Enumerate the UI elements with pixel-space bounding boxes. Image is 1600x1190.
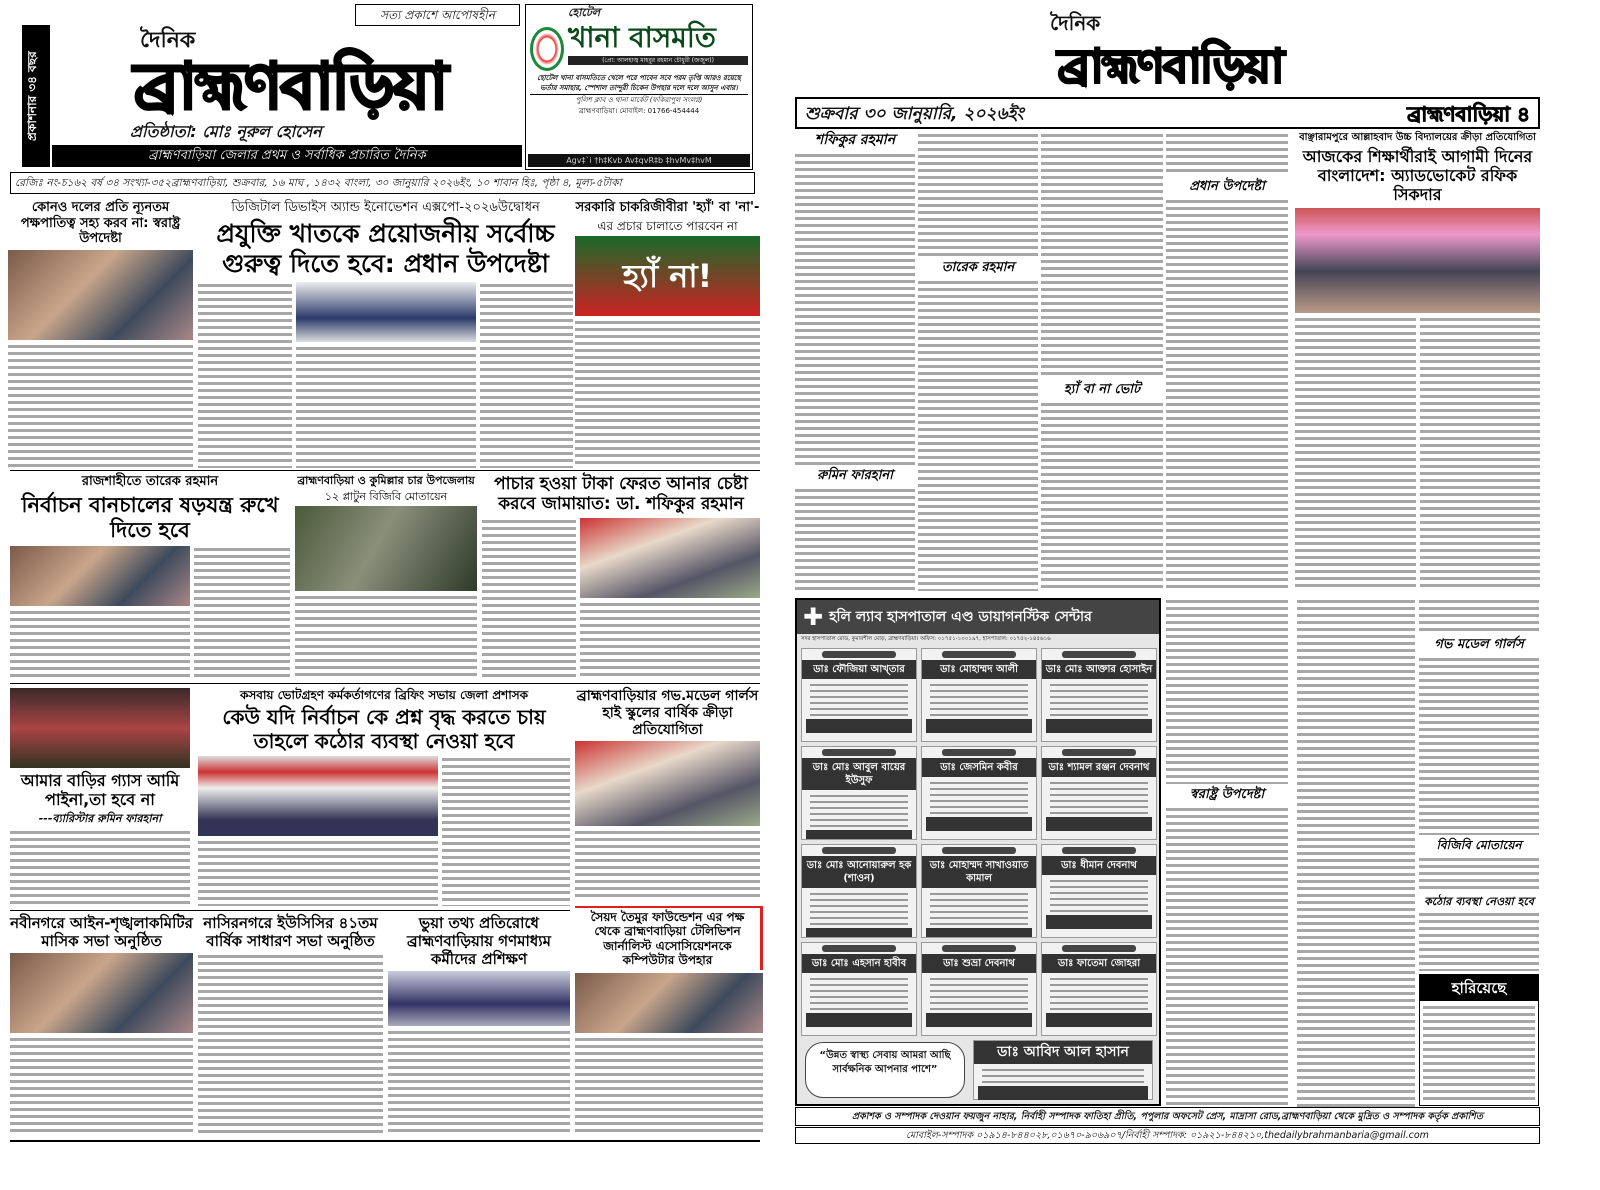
doctor-card xyxy=(921,942,1037,1036)
hotel-ad xyxy=(525,4,753,170)
doctor-grid xyxy=(801,648,1157,1036)
article-body xyxy=(1166,132,1288,176)
article-body xyxy=(198,953,383,1136)
headline-jamaat: পাচার হওয়া টাকা ফেরত আনার চেষ্টা করবে জামায়াত: ডা. শফিকুর রহমান xyxy=(494,474,748,515)
doctor-name: ডাঃ মোঃ আক্তার হোসাইন xyxy=(1042,660,1156,679)
hotel-name: খানা বাসমতি xyxy=(568,21,716,54)
lost-notice xyxy=(1419,974,1539,1106)
hotel-label: হোটেল xyxy=(568,6,601,19)
article-body xyxy=(1419,598,1539,634)
subhead-chief-adviser: প্রধান উপদেষ্টা xyxy=(1189,179,1265,194)
story-kasba xyxy=(198,688,570,906)
article-body xyxy=(1041,132,1163,379)
issue-date: শুক্রবার ৩০ জানুয়ারি, ২০২৬ইং xyxy=(805,104,1024,124)
column-6 xyxy=(1419,598,1539,1106)
article-body xyxy=(480,282,574,468)
story-tarek-photo-col xyxy=(10,546,190,680)
doctor-hours xyxy=(926,719,1032,733)
doctor-specialty xyxy=(822,847,896,854)
doctor-name: ডাঃ মোহাম্মদ সাখাওয়াত কামাল xyxy=(922,856,1036,888)
headline-tarek: নির্বাচন বানচালের ষড়যন্ত্র রুখে দিতে হবে xyxy=(21,492,279,542)
headline-kasba: কেউ যদি নির্বাচন কে প্রশ্ন বৃদ্ধ করতে চায় তাহলে কঠোর ব্যবস্থা নেওয়া হবে xyxy=(222,705,546,754)
divider xyxy=(10,683,760,684)
doctor-name: ডাঃ শ্যামল রঞ্জন দেবনাথ xyxy=(1042,758,1156,777)
hotel-bar: Agv‡`i †h‡Kvb Av‡qvR‡b ‡hvMv‡hvM xyxy=(528,154,750,167)
headline-govt-employees-b: এর প্রচার চালাতে পারবেন না xyxy=(597,218,738,233)
divider xyxy=(10,470,760,471)
doctor-details xyxy=(810,976,908,1010)
story-govt-employees xyxy=(575,200,760,468)
doctor-hours xyxy=(1046,817,1152,831)
doctor-hours xyxy=(926,817,1032,831)
article-body xyxy=(10,1036,193,1136)
headline-nabinagar: নবীনগরে আইন-শৃঙ্খলাকমিটির মাসিক সভা অনুষ্ঠিত xyxy=(10,914,193,950)
doctor-hours xyxy=(806,719,912,733)
kicker-tarek: রাজশাহীতে তারেক রহমান xyxy=(81,474,219,489)
feature-kicker: বাঞ্ছারামপুরে আল্লাহবাদ উচ্চ বিদ্যালয়ের ক্রীড়া প্রতিযোগিতা xyxy=(1299,132,1536,143)
article-body xyxy=(795,152,915,465)
subhead-bgb: বিজিবি মোতায়েন xyxy=(1436,838,1522,853)
doctor-details xyxy=(810,682,908,716)
doctor-hours xyxy=(1046,915,1152,929)
column-3 xyxy=(1041,132,1163,591)
masthead-daily: দৈনিক xyxy=(1050,11,1101,35)
doctor-card xyxy=(921,648,1037,742)
divider xyxy=(10,1140,760,1142)
masthead-title: ব্রাহ্মণবাড়িয়া xyxy=(133,50,447,123)
article-body xyxy=(1166,198,1288,591)
column-4-bottom xyxy=(1166,598,1288,1105)
hotel-address: পুলিশ ক্লাব ও থানা মার্কেট (ফকিরাপুল সংলগ্ন) xyxy=(530,94,748,105)
doctor-name: ডাঃ মোঃ এহসান হাবীব xyxy=(802,954,916,973)
article-body xyxy=(8,343,193,468)
article-body xyxy=(194,546,290,680)
doctor-specialty xyxy=(1062,651,1136,658)
story-bgb xyxy=(295,474,477,680)
doctor-details xyxy=(930,976,1028,1010)
photo xyxy=(1295,208,1540,313)
article-body xyxy=(10,609,190,680)
doctor-hours xyxy=(926,1013,1032,1027)
photo xyxy=(10,546,190,606)
headline-expo: প্রযুক্তি খাতকে প্রয়োজনীয় সর্বোচ্চ গুরুত্ব দিতে হবে: প্রধান উপদেষ্টা xyxy=(216,218,555,278)
hotel-phone: ব্রাহ্মণবাড়িয়া। মোবাইল: 01766-454444 xyxy=(578,107,700,115)
photo xyxy=(10,688,190,768)
hotel-owner: (প্রো: আলহাজ্ব মাহবুর রহমান চৌধুরী (জজুল)) xyxy=(568,56,748,65)
story-kasba-body xyxy=(198,756,570,906)
doctor-card xyxy=(801,844,917,938)
founder: প্রতিষ্ঠাতা: মোঃ নূরুল হোসেন xyxy=(130,122,322,141)
kicker-kasba: কসবায় ভোটগ্রহণ কর্মকর্তাগণের ব্রিফিং সভায় জেলা প্রশাসক xyxy=(239,688,529,702)
lost-title: হারিয়েছে xyxy=(1420,975,1538,1001)
doctor-specialty xyxy=(1062,749,1136,756)
doctor-card xyxy=(1041,942,1157,1036)
hotel-ad-details xyxy=(530,73,748,116)
tagline: সত্য প্রকাশে আপোষহীন xyxy=(355,4,520,26)
doctor-specialty xyxy=(942,749,1016,756)
ad-header xyxy=(797,600,1159,634)
doctor-details xyxy=(930,682,1028,716)
article-body xyxy=(1166,598,1288,784)
subhead-yes-no: হ্যাঁ বা না ভোট xyxy=(1063,382,1141,398)
medical-cross-icon: ✚ xyxy=(803,603,824,631)
doctor-details xyxy=(930,780,1028,814)
headline-computer-gift: সৈয়দ তৈমুর ফাউন্ডেশন এর পক্ষ থেকে ব্রাহ্মণবাড়িয়া টেলিভিশন জার্নালিস্ট এসোসিয়েশনকে কম্পিউটার উপহার xyxy=(575,906,763,970)
photo xyxy=(10,953,193,1033)
doctor-hours xyxy=(926,928,1032,938)
doctor-details xyxy=(810,793,908,827)
doctor-name: ডাঃ মোহাম্মদ আলী xyxy=(922,660,1036,679)
photo xyxy=(388,971,570,1026)
article-body xyxy=(198,282,292,468)
headline-nasirnagar: নাসিরনগরে ইউসিসির ৪১তম বার্ষিক সাধারণ সভা অনুষ্ঠিত xyxy=(203,914,378,950)
article-body xyxy=(1295,316,1416,591)
hospital-ad xyxy=(795,598,1161,1106)
yes-no-graphic: হ্যাঁ না! xyxy=(575,236,760,316)
hotel-ad-content xyxy=(568,6,748,65)
doctor-card xyxy=(1041,746,1157,840)
article-body xyxy=(1041,401,1163,591)
subhead-girls-school: গভ মডেল গার্লস xyxy=(1434,637,1524,652)
feature-body xyxy=(1295,316,1540,591)
subhead-home-adviser: স্বরাষ্ট্র উপদেষ্টা xyxy=(1189,787,1265,802)
footer-publisher: প্রকাশক ও সম্পাদক দেওয়ান ফয়জুন নাহার, নির্বাহী সম্পাদক ফাতিহা প্রীতি, পপুলার অফসেট প্রেস, মাদ্রাসা রোড,ব্রাহ্মণবাড়িয়া থেকে মুদ্রিত ও সম্পাদক কর্তৃক প্রকাশিত xyxy=(795,1107,1540,1126)
right-page xyxy=(780,0,1600,1190)
article-body xyxy=(10,829,190,906)
doctor-card xyxy=(973,1040,1153,1100)
doctor-card xyxy=(801,648,917,742)
footer-contact: মোবাইল-সম্পাদক ০১৯১৪-৮৪৪০২৮,০১৬৭০-৯০৬৯০৭/নির্বাহী সম্পাদক: ০১৯২১-৮৪৪২১০,thedailybrahmanbaria@gmail.com xyxy=(795,1127,1540,1144)
doctor-name: ডাঃ শুভ্রা দেবনাথ xyxy=(922,954,1036,973)
story-fake-news xyxy=(388,914,570,1136)
registration-line: রেজিঃ নং-চ১৬২ বর্ষ ৩৪ সংখ্যা-৩৫২ব্রাহ্মণবাড়িয়া, শুক্রবার, ১৬ মাঘ , ১৪৩২ বাংলা, ৩০ জানুয়ারি ২০২৬ইং, ১০ শাবান হিঃ, পৃষ্ঠা ৪, মূল্য-৫টাকা xyxy=(10,172,755,194)
doctor-details xyxy=(1050,780,1148,814)
doctor-name: ডাঃ মোঃ আবুল বায়ের ইউসুফ xyxy=(802,758,916,790)
doctor-details xyxy=(810,891,908,925)
article-body xyxy=(918,132,1038,257)
hotel-text: হোটেল খানা বাসমতিতে খেলে পরে পাবেন সবে পরম তৃপ্তি আরও রয়েছে ভর্তার সমাহার, স্পেশাল তান্দুরী চিকেন উপহার দলে দলে আসুন এবার। xyxy=(537,74,741,92)
story-expo xyxy=(198,200,573,468)
doctor-details xyxy=(1050,976,1148,1010)
doctor-name: ডাঃ জেসমিন কবীর xyxy=(922,758,1036,777)
ad-address: সদর হাসপাতাল রোড, কুমারশীল মোড়, ব্রাহ্মণবাড়িয়া। অফিস: ০১৭৫১-১০০১৯৭, হাসপাতাল: ০১৭৫২-১৪৫৬১৬ xyxy=(801,636,1051,642)
doctor-hours xyxy=(806,928,912,938)
doctor-specialty xyxy=(942,651,1016,658)
ad-title: হলি ল্যাব হাসপাতাল এণ্ড ডায়াগনস্টিক সেন্টার xyxy=(829,608,1092,625)
doctor-hours xyxy=(806,1013,912,1027)
article-body xyxy=(482,518,576,680)
story-kasba-photo-col xyxy=(198,756,438,906)
doctor-card xyxy=(921,844,1037,938)
doctor-name: ডাঃ ফৌজিয়া আখ্তার xyxy=(802,660,916,679)
byline-rumin: ---ব্যারিস্টার রুমিন ফারহানা xyxy=(38,812,162,826)
ad-slogan: “উন্নত স্বাস্থ্য সেবায় আমরা আছি সার্বক্ষনিক আপনার পাশে” xyxy=(805,1042,965,1098)
article-body xyxy=(295,594,477,680)
doctor-name: ডাঃ মোঃ আনোয়ারুল হক (শাওন) xyxy=(802,856,916,888)
doctor-card xyxy=(801,942,917,1036)
kicker-bgb: ব্রাহ্মণবাড়িয়া ও কুমিল্লার চার উপজেলায় xyxy=(297,474,475,487)
photo xyxy=(580,518,760,598)
article-body xyxy=(575,319,760,468)
subhead-shafiqur: শফিকুর রহমান xyxy=(814,132,896,148)
doctor-specialty xyxy=(822,945,896,952)
date-bar xyxy=(795,97,1540,129)
story-nabinagar xyxy=(10,914,193,1136)
subhead-strict-action: কঠোর ব্যবস্থা নেওয়া হবে xyxy=(1424,894,1534,908)
headline-bgb: ১২ প্লাটুন বিজিবি মোতায়েন xyxy=(324,490,448,504)
headline-fake-news: ভুয়া তথ্য প্রতিরোধে ব্রাহ্মণবাড়িয়ায় গণমাধ্যম কর্মীদের প্রশিক্ষণ xyxy=(407,914,551,968)
kicker-expo: ডিজিটাল ডিভাইস অ্যান্ড ইনোভেশন এক্সপো-২০২৬উদ্বোধন xyxy=(231,200,540,215)
story-jamaat-photo-col xyxy=(580,518,760,680)
story-tarek xyxy=(10,474,290,680)
doctor-hours xyxy=(1046,719,1152,733)
doctor-name: ডাঃ ধীমান দেবনাথ xyxy=(1042,856,1156,875)
doctor-name: ডাঃ আবিদ আল হাসান xyxy=(974,1041,1152,1064)
story-expo-body xyxy=(198,282,573,468)
article-body xyxy=(918,279,1038,591)
feature-title: আজকের শিক্ষার্থীরাই আগামী দিনের বাংলাদেশ: অ্যাডভোকেট রফিক সিকদার xyxy=(1302,147,1533,205)
page-label: ব্রাহ্মণবাড়িয়া ৪ xyxy=(1407,102,1530,126)
doctor-card xyxy=(801,746,917,840)
headline-home-adviser: কোনও দলের প্রতি ন্যূনতম পক্ষপাতিত্ব সহ্য করব না: স্বরাষ্ট্র উপদেষ্টা xyxy=(20,200,181,247)
anniversary-strip: প্রকাশনার ৩৪ বছর xyxy=(22,25,50,167)
photo xyxy=(198,756,438,836)
photo xyxy=(295,506,477,591)
headline-girls-school: ব্রাহ্মণবাড়িয়ার গভ.মডেল গার্লস হাই স্কুলের বার্ষিক ক্রীড়া প্রতিযোগিতা xyxy=(576,688,759,738)
headline-gas: আমার বাড়ির গ্যাস আমি পাইনা,তা হবে না xyxy=(20,771,180,810)
story-gas xyxy=(10,688,190,906)
doctor-details xyxy=(1050,682,1148,716)
article-body xyxy=(1419,656,1539,836)
subhead-tarek: তারেক রহমান xyxy=(941,259,1015,275)
doctor-hours xyxy=(1046,1013,1152,1027)
doctor-specialty xyxy=(822,651,896,658)
doctor-specialty xyxy=(822,749,896,756)
article-body xyxy=(1166,806,1288,1105)
doctor-card xyxy=(921,746,1037,840)
article-body xyxy=(388,1029,570,1136)
column-1 xyxy=(795,132,915,591)
article-body xyxy=(1419,856,1539,892)
photo xyxy=(8,250,193,340)
story-girls-school xyxy=(575,688,760,900)
hotel-logo-icon xyxy=(530,27,564,71)
article-body xyxy=(1419,911,1539,971)
doctor-details xyxy=(1050,878,1148,912)
article-body xyxy=(580,601,760,680)
story-jamaat-body xyxy=(482,518,760,680)
column-4-top xyxy=(1166,132,1288,591)
article-body xyxy=(795,487,915,591)
article-body xyxy=(575,1036,763,1136)
masthead-daily: দৈনিক xyxy=(140,28,196,53)
doctor-details xyxy=(982,1067,1144,1083)
masthead-title: ব্রাহ্মণবাড়িয়া xyxy=(1057,39,1283,93)
doctor-card xyxy=(1041,648,1157,742)
article-body xyxy=(575,829,760,900)
story-jamaat xyxy=(482,474,760,680)
article-body xyxy=(1420,316,1541,591)
headline-govt-employees-a: সরকারি চাকরিজীবীরা 'হ্যাঁ' বা 'না'- xyxy=(575,200,760,215)
story-home-adviser xyxy=(8,200,193,468)
subhead-rumin: রুমিন ফারহানা xyxy=(817,468,893,483)
photo xyxy=(575,973,763,1033)
divider xyxy=(10,910,570,911)
article-body xyxy=(1297,598,1415,1108)
doctor-specialty xyxy=(942,847,1016,854)
slogan-bar: ব্রাহ্মণবাড়িয়া জেলার প্রথম ও সর্বাধিক প্রচারিত দৈনিক xyxy=(52,145,522,167)
doctor-specialty xyxy=(942,945,1016,952)
article-body xyxy=(296,345,476,468)
article-body xyxy=(442,756,570,906)
photo xyxy=(296,282,476,342)
doctor-name: ডাঃ ফাতেমা জোহরা xyxy=(1042,954,1156,973)
doctor-hours xyxy=(978,1086,1148,1100)
doctor-details xyxy=(930,891,1028,925)
doctor-card xyxy=(1041,844,1157,938)
column-2 xyxy=(918,132,1038,591)
story-nasirnagar xyxy=(198,914,383,1136)
story-tarek-body xyxy=(10,546,290,680)
doctor-hours xyxy=(806,830,912,840)
lost-body xyxy=(1423,1004,1535,1102)
story-computer-gift xyxy=(575,906,763,1136)
feature-story xyxy=(1295,132,1540,591)
photo xyxy=(575,741,760,826)
article-body xyxy=(198,839,438,906)
left-page xyxy=(0,0,770,1190)
doctor-specialty xyxy=(1062,847,1136,854)
story-expo-photo-col xyxy=(296,282,476,468)
doctor-specialty xyxy=(1062,945,1136,952)
